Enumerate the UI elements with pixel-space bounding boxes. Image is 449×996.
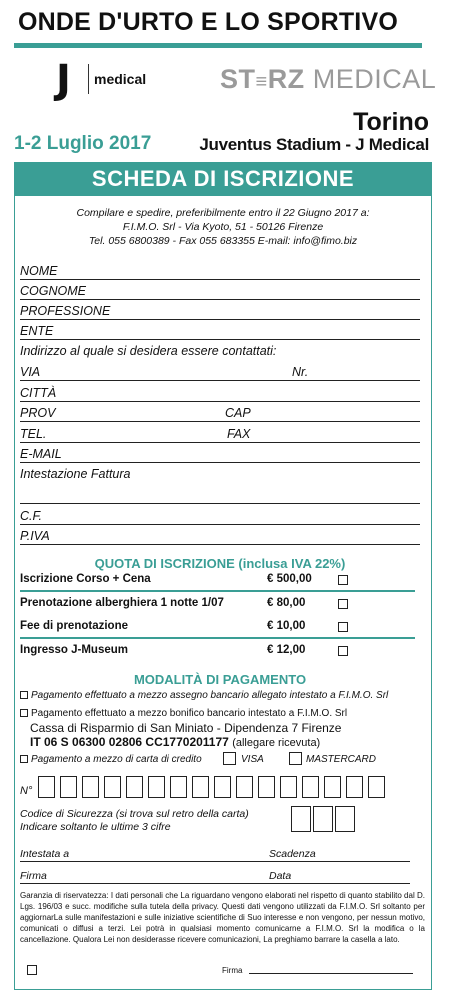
quota-price: € 10,00 [267,620,306,632]
event-venue: Juventus Stadium - J Medical [199,135,429,154]
storz-medical-logo: ST≡RZ MEDICAL [220,64,437,94]
card-digit-box[interactable] [236,776,253,798]
card-digit-box[interactable] [192,776,209,798]
quota-divider [20,637,415,639]
intestazione-label: Intestazione Fattura [20,467,131,481]
card-digit-box[interactable] [170,776,187,798]
security-code-label-1: Codice di Sicurezza (si trova sul retro della carta) [20,808,249,820]
j-medical-logo: J [56,57,71,103]
footer-signature-line[interactable] [249,973,413,974]
prov-cap-field[interactable]: PROV CAP [20,402,420,422]
cheque-checkbox[interactable] [20,691,28,699]
cf-field[interactable]: C.F. [20,505,420,525]
security-code-box[interactable] [335,806,355,832]
form-banner: SCHEDA DI ISCRIZIONE [14,162,432,196]
fax-label: FAX [227,427,251,441]
security-code-label-2: Indicare soltanto le ultime 3 cifre [20,821,171,833]
quota-label: Fee di prenotazione [20,620,128,632]
payment-option-card[interactable]: Pagamento a mezzo di carta di credito [20,754,202,765]
card-digit-box[interactable] [324,776,341,798]
via-field[interactable]: VIA Nr. [20,361,420,381]
event-date: 1-2 Luglio 2017 [14,133,152,154]
quota-price: € 80,00 [267,597,306,609]
quota-price: € 12,00 [267,644,306,656]
card-digit-box[interactable] [346,776,363,798]
tel-fax-field[interactable]: TEL. FAX [20,423,420,443]
address-intro: Indirizzo al quale si desidera essere contattati: [20,344,277,358]
quota-price: € 500,00 [267,573,312,585]
quota-checkbox[interactable] [338,599,348,609]
mastercard-checkbox[interactable] [289,752,302,765]
event-title: ONDE D'URTO E LO SPORTIVO [18,8,398,36]
quota-checkbox[interactable] [338,575,348,585]
quota-row [20,570,415,590]
card-checkbox[interactable] [20,755,28,763]
privacy-notice: Garanzia di riservatezza: I dati personali che La riguardano vengono elaborati nel rispetto di quanto stabilito dal D. Lgs. 196/03 e succ. modifiche sulla tutela della privacy. Questi dati vengono utilizzati da F.I.M.O. Srl soltanto per aggiornarLa sulle manifestazioni e sulle iniziative scientifiche di Suo interesse e non vengono, per nessun motivo, comunicati o diffusi a terzi. Lei potrà in qualsiasi momento comunicarne a F.I.M.O. Srl la modifica o la cancellazione. Qualora Lei non desiderasse ricevere comunicazioni, La preghiamo barrare la casella a lato. [20,891,425,944]
card-number-label: N° [20,785,33,797]
ente-field[interactable]: ENTE [20,320,420,340]
firma-data-line[interactable]: Firma Data [20,870,410,884]
payment-option-transfer[interactable]: Pagamento effettuato a mezzo bonifico bancario intestato a F.I.M.O. Srl [20,708,347,719]
nome-field[interactable]: NOME [20,260,420,280]
card-digit-box[interactable] [258,776,275,798]
storz-emblem: ≡ [255,71,268,93]
card-digit-box[interactable] [368,776,385,798]
transfer-checkbox[interactable] [20,709,28,717]
iban: IT 06 S 06300 02806 CC1770201177 [30,735,229,749]
logo-divider [88,64,89,94]
card-digit-box[interactable] [60,776,77,798]
quota-row [20,641,415,661]
card-digit-box[interactable] [126,776,143,798]
footer-firma-label: Firma [222,966,243,975]
quota-checkbox[interactable] [338,646,348,656]
visa-label: VISA [241,754,264,765]
card-digit-box[interactable] [280,776,297,798]
quota-title: QUOTA DI ISCRIZIONE (inclusa IVA 22%) [94,556,346,571]
card-digit-box[interactable] [148,776,165,798]
quota-row [20,594,415,614]
city-name: Torino [353,108,429,136]
cognome-field[interactable]: COGNOME [20,280,420,300]
security-code-box[interactable] [291,806,311,832]
visa-checkbox[interactable] [223,752,236,765]
header-rule [14,43,422,48]
citta-field[interactable]: CITTÀ [20,382,420,402]
card-digit-box[interactable] [38,776,55,798]
card-digit-box[interactable] [302,776,319,798]
professione-field[interactable]: PROFESSIONE [20,300,420,320]
iban-note: (allegare ricevuta) [232,737,321,749]
card-digit-box[interactable] [214,776,231,798]
payment-title: MODALITÀ DI PAGAMENTO [133,672,307,687]
bank-name: Cassa di Risparmio di San Miniato - Dipendenza 7 Firenze [30,721,342,735]
instructions-line-1: Compilare e spedire, preferibilmente entro il 22 Giugno 2017 a: [76,207,370,219]
quota-row [20,617,415,637]
intestazione-line[interactable] [20,503,420,504]
j-medical-wordmark: medical [94,71,147,87]
quota-label: Prenotazione alberghiera 1 notte 1/07 [20,597,224,609]
card-digit-box[interactable] [104,776,121,798]
card-digit-box[interactable] [82,776,99,798]
quota-checkbox[interactable] [338,622,348,632]
iban-line [30,736,320,750]
nr-label: Nr. [292,365,309,379]
quota-label: Iscrizione Corso + Cena [20,573,151,585]
piva-field[interactable]: P.IVA [20,525,420,545]
privacy-opt-out-checkbox[interactable] [27,965,37,975]
payment-option-cheque[interactable]: Pagamento effettuato a mezzo assegno bancario allegato intestato a F.I.M.O. Srl [20,690,388,701]
quota-divider [20,590,415,592]
security-code-box[interactable] [313,806,333,832]
intestata-scadenza-line[interactable]: Intestata a Scadenza [20,848,410,862]
email-field[interactable]: E-MAIL [20,443,420,463]
mastercard-label: MASTERCARD [306,754,377,765]
instructions-line-3: Tel. 055 6800389 - Fax 055 683355 E-mail: info@fimo.biz [88,235,358,247]
cap-label: CAP [225,406,251,420]
instructions-line-2: F.I.M.O. Srl - Via Kyoto, 51 - 50126 Firenze [122,221,324,233]
quota-label: Ingresso J-Museum [20,644,128,656]
